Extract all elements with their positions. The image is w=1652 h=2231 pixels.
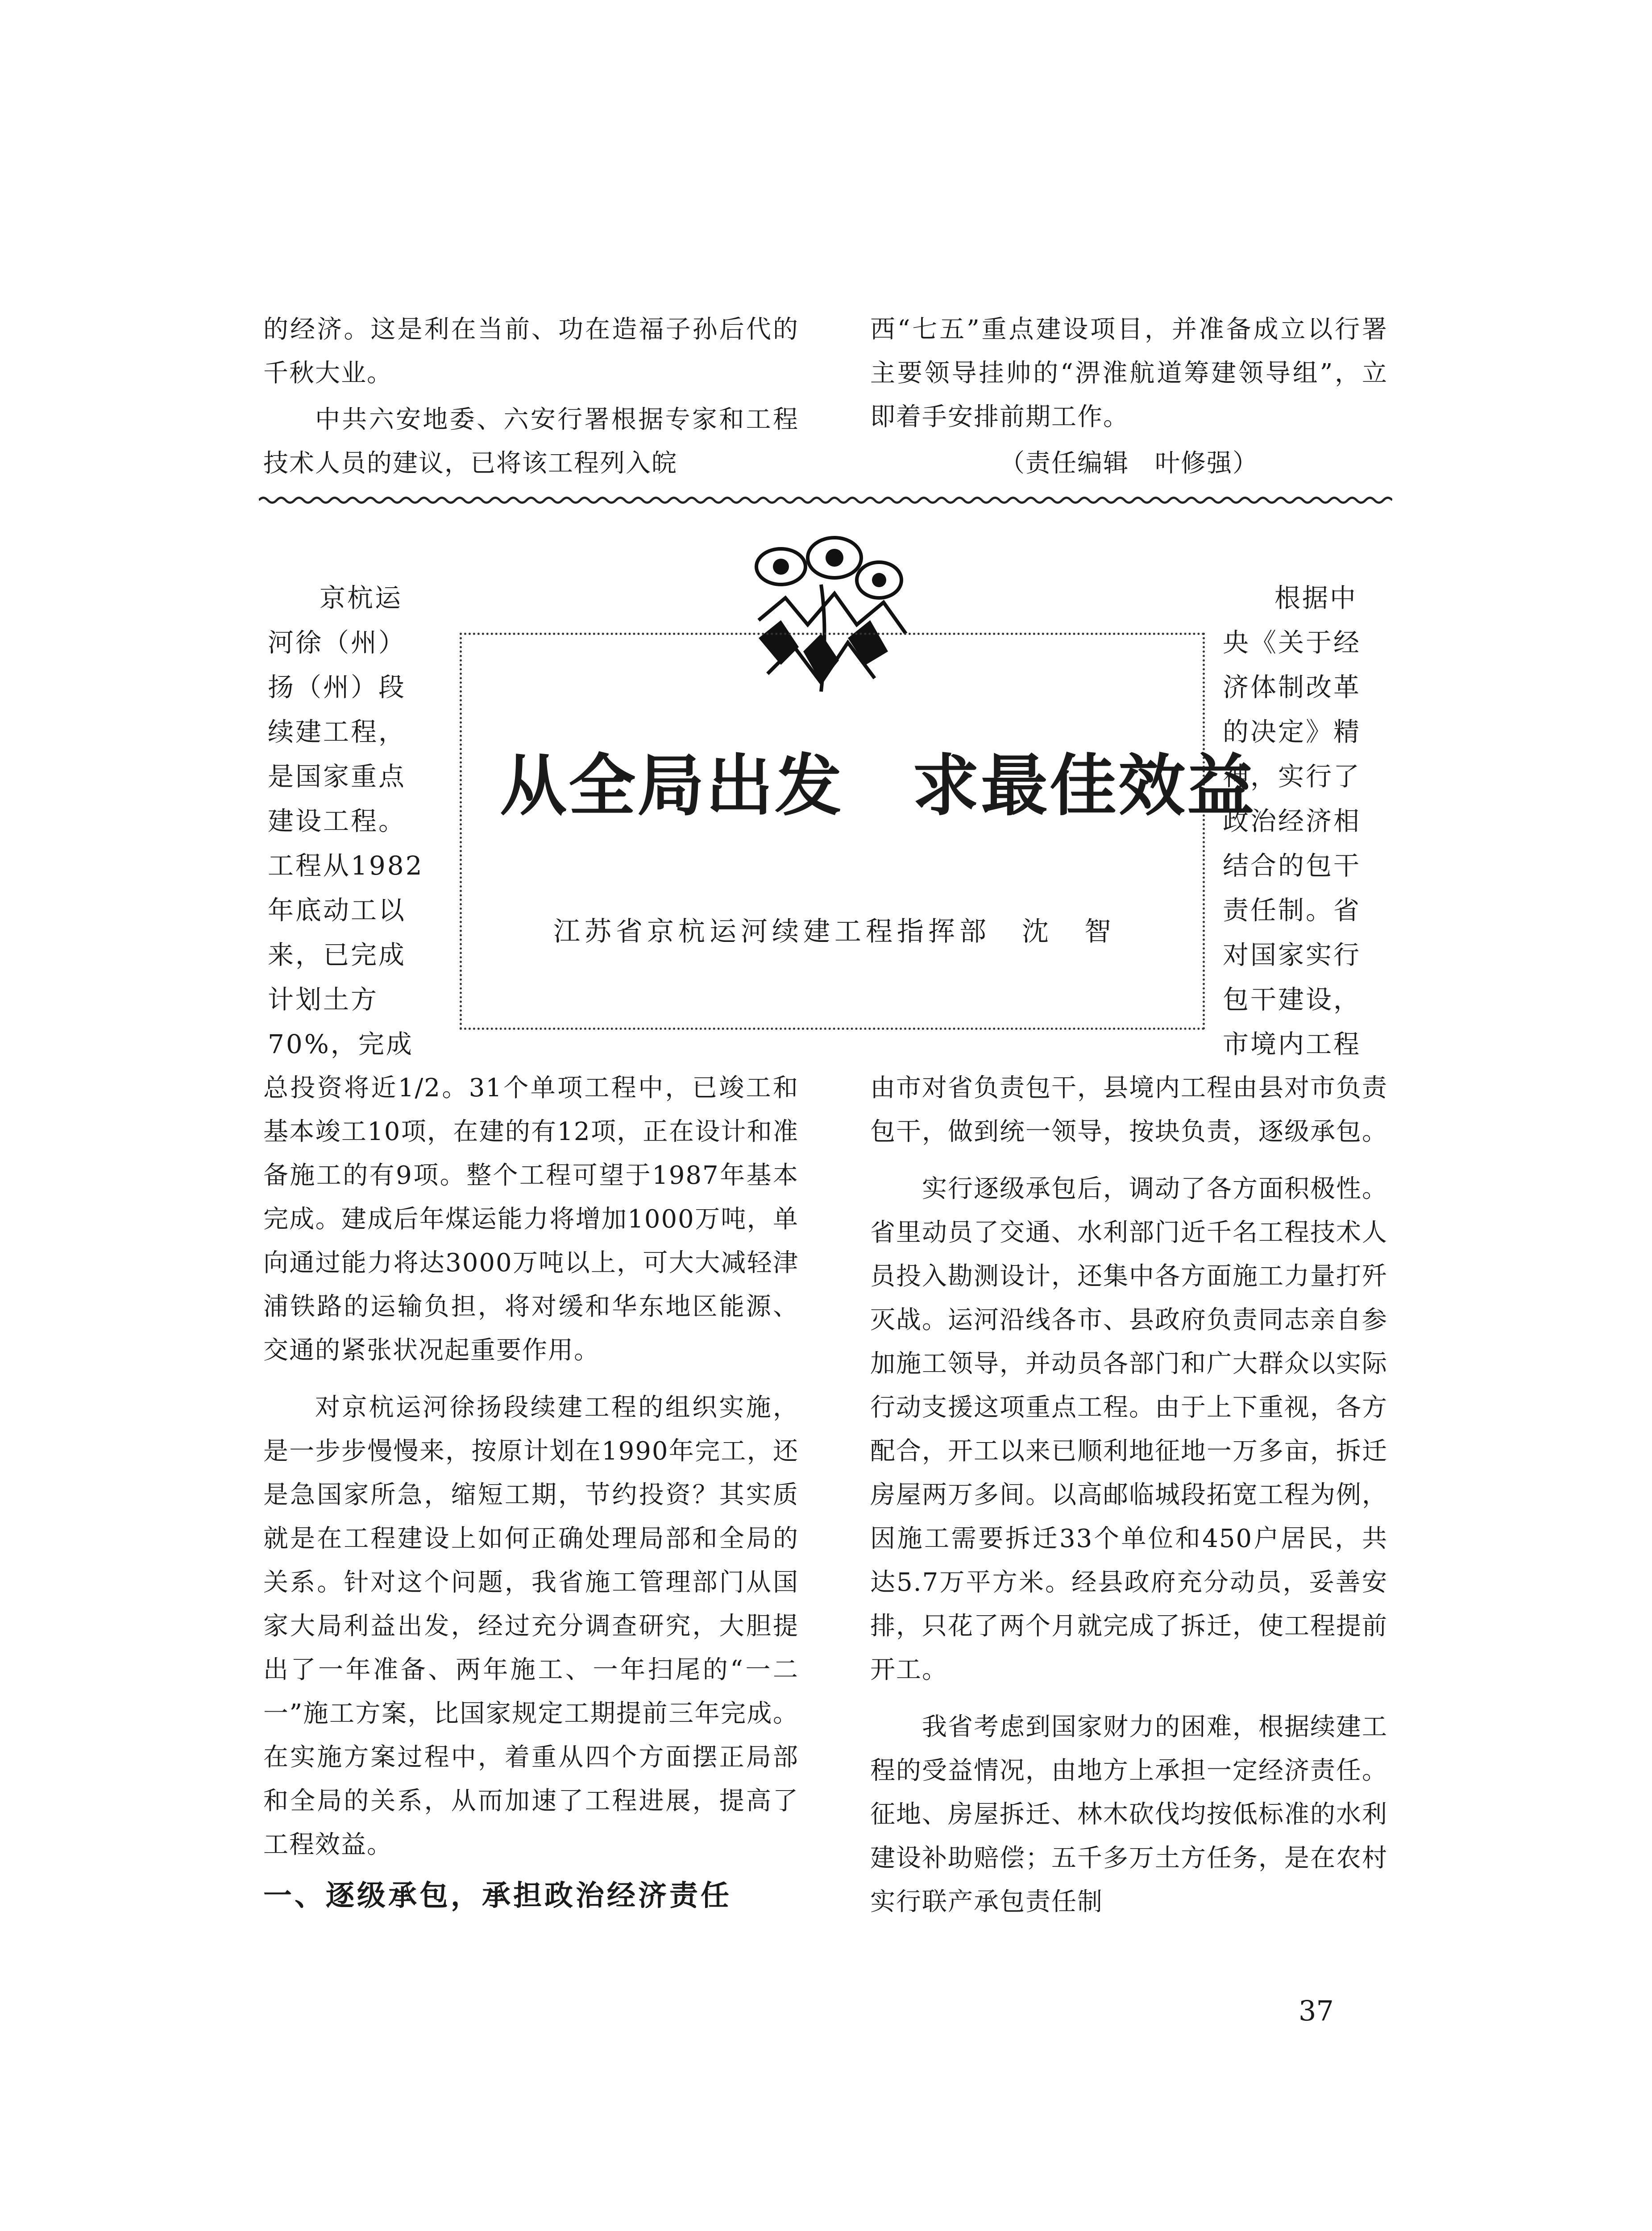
side-line: 续建工程，	[268, 717, 407, 747]
editor-credit: （责任编辑 叶修强）	[1000, 449, 1258, 478]
side-line: 扬（州）段	[268, 672, 407, 702]
left-column	[263, 1066, 799, 1918]
side-line: 70%，完成	[268, 1029, 414, 1059]
side-line: 神，实行了	[1223, 761, 1361, 792]
paragraph: 由市对省负责包干，县境内工程由县对市负责包干，做到统一领导，按块负责，逐级承包。	[870, 1074, 1388, 1146]
paragraph: 对京杭运河徐扬段续建工程的组织实施，是一步步慢慢来，按原计划在1990年完工，还是急国家所急，缩短工期，节约投资？其实质就是在工程建设上如何正确处理局部和全局的关系。针对这个问题，我省施工管理部门从国家大局利益出发，经过充分调查研究，大胆提出了一年准备、两年施工、一年扫尾的“一二一”施工方案，比国家规定工期提前三年完成。在实施方案过程中，着重从四个方面摆正局部和全局的关系，从而加速了工程进展，提高了工程效益。	[263, 1393, 799, 1859]
author-byline: 江苏省京杭运河续建工程指挥部 沈 智	[553, 916, 1116, 947]
paragraph: 我省考虑到国家财力的困难，根据续建工程的受益情况，由地方上承担一定经济责任。征地、房屋拆迁、林木砍伐均按低标准的水利建设补助赔偿；五千多万土方任务，是在农村实行联产承包责任制	[870, 1713, 1388, 1916]
side-line: 央《关于经	[1223, 627, 1361, 658]
page-number: 37	[1299, 1995, 1334, 2027]
side-line: 建设工程。	[268, 806, 407, 836]
paragraph: 西“七五”重点建设项目，并准备成立以行署主要领导挂帅的“淠淮航道筹建领导组”，立即着手安排前期工作。	[870, 315, 1388, 431]
wavy-separator	[259, 495, 1392, 505]
paragraph: 的经济。这是利在当前、功在造福子孙后代的千秋大业。	[263, 315, 799, 388]
side-line: 根据中	[1274, 583, 1358, 613]
top-left-column	[263, 308, 799, 488]
side-line: 包干建设，	[1223, 984, 1361, 1015]
right-column	[870, 1066, 1388, 1927]
side-line: 来，已完成	[268, 940, 407, 970]
side-line: 计划土方	[268, 984, 379, 1015]
side-line: 市境内工程	[1223, 1029, 1361, 1059]
side-line: 责任制。省	[1223, 895, 1361, 925]
side-line: 结合的包干	[1223, 850, 1361, 881]
side-line: 对国家实行	[1223, 940, 1361, 970]
section-heading: 一、逐级承包，承担政治经济责任	[263, 1879, 732, 1912]
side-line: 的决定》精	[1223, 717, 1361, 747]
paragraph: 总投资将近1/2。31个单项工程中，已竣工和基本竣工10项，在建的有12项，正在设计和准备施工的有9项。整个工程可望于1987年基本完成。建成后年煤运能力将增加1000万吨，单向通过能力将达3000万吨以上，可大大减轻津浦铁路的运输负担，将对缓和华东地区能源、交通的紧张状况起重要作用。	[263, 1074, 799, 1365]
top-right-column	[870, 308, 1388, 488]
side-line: 工程从1982	[268, 850, 424, 881]
side-line: 京杭运	[320, 583, 403, 613]
paragraph: 中共六安地委、六安行署根据专家和工程技术人员的建议，已将该工程列入皖	[263, 405, 799, 478]
paragraph: 实行逐级承包后，调动了各方面积极性。省里动员了交通、水利部门近千名工程技术人员投入勘测设计，还集中各方面施工力量打歼灭战。运河沿线各市、县政府负责同志亲自参加施工领导，并动员各部门和广大群众以实际行动支援这项重点工程。由于上下重视，各方配合，开工以来已顺利地征地一万多亩，拆迁房屋两万多间。以高邮临城段拓宽工程为例，因施工需要拆迁33个单位和450户居民，共达5.7万平方米。经县政府充分动员，妥善安排，只花了两个月就完成了拆迁，使工程提前开工。	[870, 1174, 1388, 1684]
side-line: 年底动工以	[268, 895, 407, 925]
right-side-column	[1223, 576, 1401, 1066]
article-title: 从全局出发 求最佳效益	[500, 747, 1256, 825]
side-line: 济体制改革	[1223, 672, 1361, 702]
left-side-column	[268, 576, 446, 1066]
title-frame	[460, 633, 1256, 1030]
side-line: 河徐（州）	[268, 627, 407, 658]
side-line: 是国家重点	[268, 761, 407, 792]
side-line: 政治经济相	[1223, 806, 1361, 836]
